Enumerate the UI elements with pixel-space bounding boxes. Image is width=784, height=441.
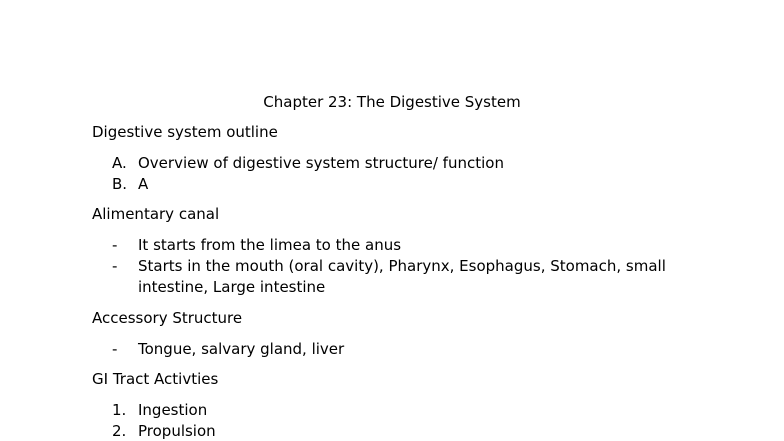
section-heading-alimentary-canal: Alimentary canal bbox=[92, 205, 220, 223]
list-item-text-continuation: intestine, Large intestine bbox=[138, 278, 326, 296]
list-marker: - bbox=[112, 257, 118, 275]
section-heading-outline: Digestive system outline bbox=[92, 123, 278, 141]
list-item-text: A bbox=[138, 175, 149, 193]
list-marker: - bbox=[112, 340, 118, 358]
list-item-text: Ingestion bbox=[138, 401, 208, 419]
list-marker: 1. bbox=[112, 401, 127, 419]
section-heading-accessory-structure: Accessory Structure bbox=[92, 309, 243, 327]
list-marker: B. bbox=[112, 175, 128, 193]
list-item-text: Starts in the mouth (oral cavity), Pharynx, Esophagus, Stomach, small bbox=[138, 257, 666, 275]
list-marker: A. bbox=[112, 154, 127, 172]
page-title: Chapter 23: The Digestive System bbox=[263, 93, 521, 111]
list-item-text: Overview of digestive system structure/ function bbox=[138, 154, 504, 172]
list-item-text: Propulsion bbox=[138, 422, 216, 440]
list-marker: - bbox=[112, 236, 118, 254]
list-marker: 2. bbox=[112, 422, 127, 440]
list-item-text: Tongue, salvary gland, liver bbox=[138, 340, 345, 358]
section-heading-gi-tract: GI Tract Activties bbox=[92, 370, 219, 388]
list-item-text: It starts from the limea to the anus bbox=[138, 236, 402, 254]
